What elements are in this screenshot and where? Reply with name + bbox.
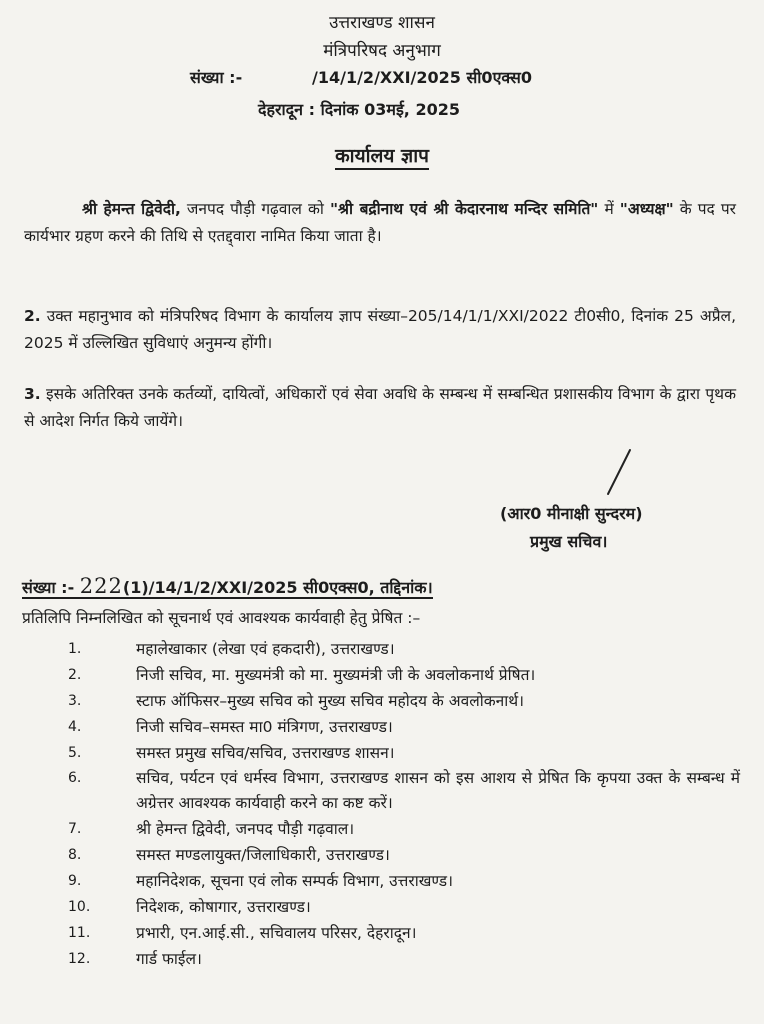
memo-number-label: संख्या :- bbox=[190, 68, 243, 87]
list-item: 11. प्रभारी, एन.आई.सी., सचिवालय परिसर, देहरादून। bbox=[68, 924, 417, 942]
list-item: 4. निजी सचिव–समस्त मा0 मंत्रिगण, उत्तराखण्ड। bbox=[68, 718, 393, 736]
memo-number-value: /14/1/2/XXI/2025 सी0एक्स0 bbox=[312, 68, 532, 87]
list-item: 1. महालेखाकार (लेखा एवं हकदारी), उत्तराखण्ड। bbox=[68, 640, 395, 658]
reference-underlined bbox=[22, 574, 433, 599]
reference-label: संख्या :- bbox=[22, 578, 80, 597]
document-title bbox=[0, 142, 764, 168]
memo-date: देहरादून : दिनांक 03मई, 2025 bbox=[258, 100, 460, 119]
list-item: 2. निजी सचिव, मा. मुख्यमंत्री को मा. मुख्यमंत्री जी के अवलोकनार्थ प्रेषित। bbox=[68, 666, 536, 684]
signature-mark bbox=[600, 448, 640, 498]
paragraph-2-number: 2. bbox=[24, 307, 41, 325]
copy-reference-number bbox=[22, 574, 742, 598]
handwritten-number: 222 bbox=[79, 574, 123, 598]
reference-rest: (1)/14/1/2/XXI/2025 सी0एक्स0, तद्दिनांक। bbox=[122, 578, 433, 597]
paragraph-1-text-c: के पद पर कार्यभार ग्रहण करने की तिथि से एतद्द्वारा नामित किया जाता है। bbox=[24, 200, 736, 245]
paragraph-1-text-a: जनपद पौड़ी गढ़वाल को bbox=[180, 200, 330, 218]
department-name: मंत्रिपरिषद अनुभाग bbox=[323, 41, 441, 61]
copy-intro: प्रतिलिपि निम्नलिखित को सूचनार्थ एवं आवश्यक कार्यवाही हेतु प्रेषित :– bbox=[22, 609, 421, 627]
copy-recipient-list bbox=[40, 636, 740, 972]
list-item: 12. गार्ड फाईल। bbox=[68, 950, 202, 968]
list-item: 7. श्री हेमन्त द्विवेदी, जनपद पौड़ी गढ़वाल। bbox=[68, 820, 355, 838]
document-title-text: कार्यालय ज्ञाप bbox=[335, 145, 429, 170]
list-item: 6. सचिव, पर्यटन एवं धर्मस्व विभाग, उत्तराखण्ड शासन को इस आशय से प्रेषित कि कृपया उक्त के सम्बन्ध में अग्रेत्तर आवश्यक कार्यवाही करने का कष्ट करें। bbox=[68, 769, 740, 812]
list-item: 5. समस्त प्रमुख सचिव/सचिव, उत्तराखण्ड शासन। bbox=[68, 744, 395, 762]
list-item: 8. समस्त मण्डलायुक्त/जिलाधिकारी, उत्तराखण्ड। bbox=[68, 846, 390, 864]
memo-number bbox=[190, 66, 610, 88]
paragraph-2-text: उक्त महानुभाव को मंत्रिपरिषद विभाग के कार्यालय ज्ञाप संख्या–205/14/1/1/XXI/2022 टी0सी0, दिनांक 25 अप्रैल, 2025 में उल्लिखित सुविधाएं अनुमन्य होंगी। bbox=[24, 307, 736, 352]
paragraph-3-text: इसके अतिरिक्त उनके कर्तव्यों, दायित्वों, अधिकारों एवं सेवा अवधि के सम्बन्ध में सम्बन्धित प्रशासकीय विभाग के द्वारा पृथक से आदेश निर्गत किये जायेंगे। bbox=[24, 385, 736, 430]
committee-name: "श्री बद्रीनाथ एवं श्री केदारनाथ मन्दिर समिति" bbox=[329, 200, 599, 218]
paragraph-1-text-b: में bbox=[598, 200, 620, 218]
list-item: 3. स्टाफ ऑफिसर–मुख्य सचिव को मुख्य सचिव महोदय के अवलोकनार्थ। bbox=[68, 692, 525, 710]
paragraph-3-number: 3. bbox=[24, 385, 41, 403]
nominee-name: श्री हेमन्त द्विवेदी, bbox=[82, 200, 181, 218]
list-item: 10. निदेशक, कोषागार, उत्तराखण्ड। bbox=[68, 898, 311, 916]
paragraph-3 bbox=[24, 381, 736, 435]
paragraph-2 bbox=[24, 303, 736, 357]
paragraph-1 bbox=[24, 196, 736, 250]
signatory-name: (आर0 मीनाक्षी सुन्दरम) bbox=[500, 504, 643, 523]
signatory-title: प्रमुख सचिव। bbox=[530, 532, 608, 551]
post-name: "अध्यक्ष" bbox=[619, 200, 674, 218]
government-name: उत्तराखण्ड शासन bbox=[329, 13, 435, 33]
list-item: 9. महानिदेशक, सूचना एवं लोक सम्पर्क विभाग, उत्तराखण्ड। bbox=[68, 872, 453, 890]
